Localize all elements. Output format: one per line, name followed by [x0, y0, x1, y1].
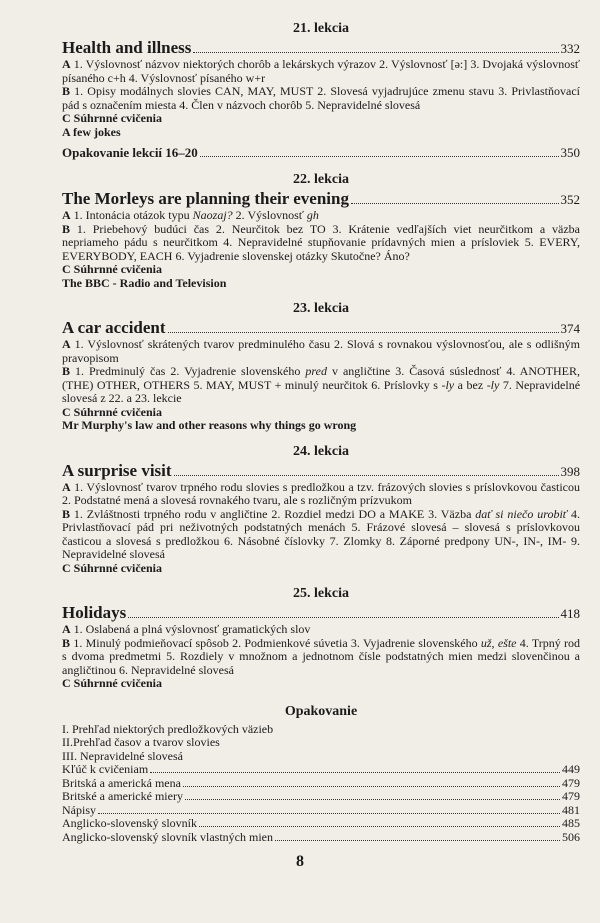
- appendix-entry[interactable]: [62, 817, 580, 831]
- section-b: B 1. Opisy modálnych slovies CAN, MAY, MUST 2. Slovesá vyjadrujúce zmenu stavu 3. Privlastňovací pád s označením miesta 4. Člen v názvoch chorôb 5. Nepravidelné slovesá: [62, 84, 580, 112]
- leader-dots: [183, 786, 560, 787]
- lesson-number: 24. lekcia: [293, 443, 349, 459]
- lesson-title-entry[interactable]: [62, 319, 580, 338]
- appendix-page: 481: [562, 802, 580, 817]
- lesson-number: 22. lekcia: [293, 172, 349, 187]
- leader-dots: [200, 156, 559, 157]
- section-a: A 1. Výslovnosť tvarov trpného rodu slovies s predložkou a tzv. frázových slovies s príslovkovou časticou 2. Podstatné mená a slovesá rovnakého tvaru, ale s rozličným prízvukom: [62, 479, 580, 507]
- appendix-title: Opakovanie: [284, 703, 358, 719]
- section-c: C Súhrnné cvičenia: [62, 676, 163, 690]
- appendix-label: Britské a americké miery: [62, 789, 183, 803]
- section-a: A 1. Výslovnosť názvov niektorých chorôb a lekárskych výrazov 2. Výslovnosť [ə:] 3. Dvojaká výslovnosť písaného c+h 4. Výslovnosť písaného w+r: [62, 57, 580, 85]
- appendix-item[interactable]: III. Nepravidelné slovesá: [62, 748, 183, 763]
- section-c: C Súhrnné cvičenia: [62, 404, 163, 419]
- appendix-page: 449: [562, 762, 580, 776]
- lesson-title: Holidays: [62, 603, 127, 622]
- section-a: A 1. Výslovnosť skrátených tvarov predminulého času 2. Slová s rovnakou výslovnosťou, ale s odlišným pravopisom: [62, 337, 581, 365]
- appendix-entry[interactable]: [62, 804, 580, 818]
- lesson-page: 398: [560, 463, 580, 479]
- leader-dots: [199, 826, 560, 827]
- lesson-number: 25. lekcia: [293, 586, 349, 601]
- lesson-title: A surprise visit: [62, 460, 172, 480]
- lesson-title-entry[interactable]: [62, 604, 580, 623]
- section-b: B 1. Minulý podmieňovací spôsob 2. Podmienkové súvetia 3. Vyjadrenie slovenského už, ešte 4. Trpný rod s dvoma predmetmi 5. Rozdiely v množnom a jednotnom čísle podstatných mien medzi slovenčinou a angličtinou 6. Nepravidelné slovesá: [62, 635, 581, 677]
- appendix-entry[interactable]: [62, 777, 580, 791]
- leader-dots: [351, 203, 559, 204]
- lesson-extra: A few jokes: [62, 124, 121, 139]
- lesson-title-entry[interactable]: [62, 190, 580, 209]
- lesson-number: 21. lekcia: [293, 21, 349, 36]
- appendix-page: 479: [562, 789, 580, 803]
- appendix-label: Anglicko-slovenský slovník: [62, 816, 197, 830]
- lesson-extra: Mr Murphy's law and other reasons why things go wrong: [62, 418, 357, 432]
- appendix-item[interactable]: I. Prehľad niektorých predložkových väzieb: [62, 721, 274, 736]
- review-title: Opakovanie lekcií 16–20: [62, 145, 198, 160]
- appendix-entry[interactable]: [62, 790, 580, 804]
- appendix-entry[interactable]: [62, 763, 580, 777]
- lesson-page: 418: [560, 606, 580, 621]
- page-number: 8: [296, 853, 304, 870]
- leader-dots: [128, 617, 558, 618]
- appendix-label: Nápisy: [62, 802, 96, 817]
- lesson-extra: The BBC - Radio and Television: [62, 275, 227, 290]
- appendix-page: 479: [562, 775, 580, 790]
- lesson-number: 23. lekcia: [293, 301, 349, 316]
- lesson-page: 352: [560, 192, 580, 207]
- lesson-title: The Morleys are planning their evening: [62, 189, 349, 208]
- appendix-page: 506: [562, 829, 580, 844]
- lesson-page: 332: [560, 41, 580, 56]
- appendix-item[interactable]: II.Prehľad časov a tvarov slovies: [62, 735, 220, 749]
- lesson-title-entry[interactable]: [62, 462, 580, 481]
- section-c: C Súhrnné cvičenia: [62, 560, 163, 575]
- section-a: A 1. Intonácia otázok typu Naozaj? 2. Výslovnosť gh: [62, 208, 319, 222]
- leader-dots: [185, 799, 560, 800]
- appendix-entry[interactable]: [62, 831, 580, 845]
- appendix-label: Britská a americká mena: [62, 775, 181, 790]
- lesson-title: A car accident: [62, 318, 166, 337]
- section-a: A 1. Oslabená a plná výslovnosť gramatických slov: [62, 622, 311, 636]
- section-b: B 1. Predminulý čas 2. Vyjadrenie slovenského pred v angličtine 3. Časová súslednosť 4. ANOTHER, (THE) OTHER, OTHERS 5. MAY, MUST + minulý neurčitok 6. Príslovky s -ly a bez -ly 7. Nepravidelné slovesá z 22. a 23. lekcie: [62, 364, 581, 405]
- leader-dots: [98, 813, 560, 814]
- leader-dots: [275, 840, 560, 841]
- section-c: C Súhrnné cvičenia: [62, 262, 163, 276]
- review-page: 350: [560, 145, 580, 160]
- appendix-page: 485: [562, 816, 580, 830]
- leader-dots: [150, 772, 560, 773]
- review-entry[interactable]: [62, 144, 580, 161]
- section-b: B 1. Zvláštnosti trpného rodu v angličtine 2. Rozdiel medzi DO a MAKE 3. Väzba dať si niečo urobiť 4. Privlastňovací pád pri neživotných podstatných menách 5. Frázové slovesá – slovesá s príslovkovou časticou a slovesá s predložkou 6. Násobné číslovky 7. Zlomky 8. Záporné predpony UN-, IN-, IM- 9. Nepravidelné slovesá: [62, 506, 580, 561]
- leader-dots: [193, 52, 558, 53]
- lesson-title: Health and illness: [62, 38, 192, 57]
- section-c: C Súhrnné cvičenia: [62, 111, 163, 125]
- section-b: B 1. Priebehový budúci čas 2. Neurčitok bez TO 3. Krátenie vedľajších viet neurčitkom a väzba nepriameho pádu s neurčitkom 4. Nepravidelné stupňovanie prídavných mien a prísloviek 5. EVERY, EVERYBODY, EACH 6. Vyjadrenie slovenskej otázky Skutočne? Áno?: [62, 221, 581, 263]
- table-of-contents: [62, 20, 580, 844]
- lesson-title-entry[interactable]: [62, 39, 580, 58]
- leader-dots: [174, 475, 559, 476]
- leader-dots: [168, 332, 559, 333]
- appendix-label: Kľúč k cvičeniam: [62, 762, 149, 776]
- appendix-label: Anglicko-slovenský slovník vlastných mien: [62, 829, 273, 844]
- lesson-page: 374: [560, 321, 580, 336]
